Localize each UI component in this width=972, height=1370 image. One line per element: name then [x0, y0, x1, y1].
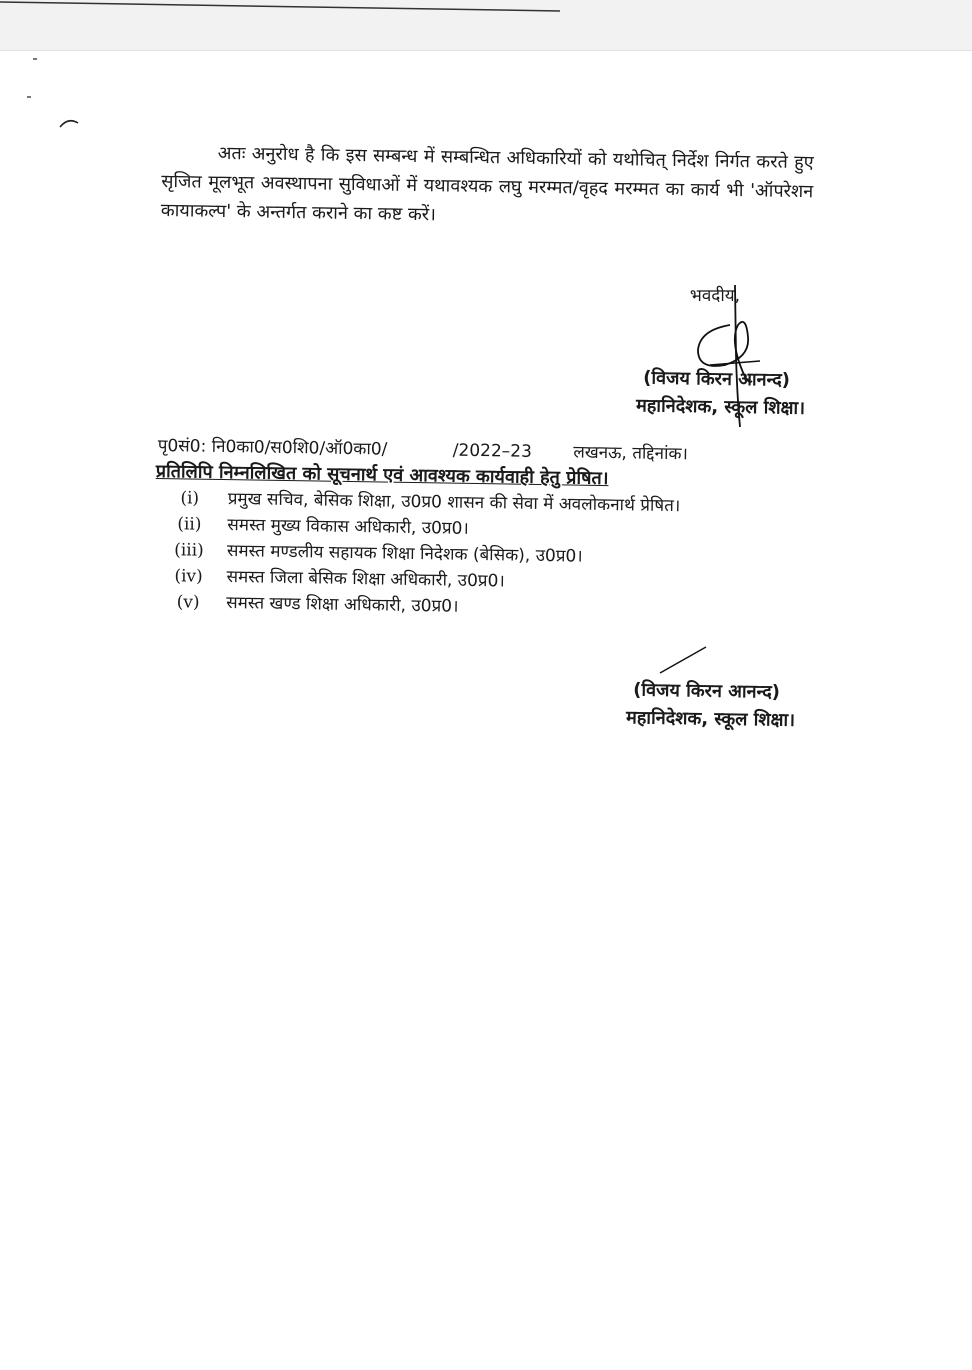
list-item-number: (iii) — [174, 540, 204, 561]
scan-edge-line — [0, 0, 560, 12]
list-item-text: समस्त मुख्य विकास अधिकारी, उ0प्र0। — [227, 515, 469, 539]
signatory-name: (विजय किरन आनन्द) — [643, 367, 791, 391]
list-item-text: प्रमुख सचिव, बेसिक शिक्षा, उ0प्र0 शासन की सेवा में अवलोकनार्थ प्रेषित। — [227, 489, 681, 517]
list-item-number: (i) — [180, 488, 200, 509]
scan-speck — [27, 96, 31, 98]
scan-speck — [33, 58, 37, 60]
list-item-text: समस्त खण्ड शिक्षा अधिकारी, उ0प्र0। — [225, 593, 459, 617]
request-paragraph: अतः अनुरोध है कि इस सम्बन्ध में सम्बन्धित अधिकारियों को यथोचित् निर्देश निर्गत करते हुए सृजित मूलभूत अवस्थापना सुविधाओं में यथावश्यक लघु मरम्मत/वृहद मरम्मत का कार्य भी 'ऑपरेशन कायाकल्प' के अन्तर्गत कराने का कष्ट करें। — [160, 142, 814, 226]
closing-salutation: भवदीय, — [689, 286, 740, 306]
scan-corner-mark — [58, 115, 80, 129]
place-date: लखनऊ, तद्दिनांक। — [573, 442, 689, 465]
copy-to-heading: प्रतिलिपि निम्नलिखित को सूचनार्थ एवं आवश्यक कार्यवाही हेतु प्रेषित। — [155, 460, 609, 490]
initial-mark — [658, 645, 708, 675]
list-item-number: (v) — [176, 592, 200, 613]
list-item-number: (iv) — [174, 566, 203, 587]
footer-signatory-designation: महानिदेशक, स्कूल शिक्षा। — [625, 707, 796, 731]
copy-to-list — [158, 485, 800, 625]
reference-number: पृ0सं0: नि0का0/स0शि0/ऑ0का0/ — [157, 435, 388, 460]
signatory-designation: महानिदेशक, स्कूल शिक्षा। — [635, 395, 806, 419]
list-item-text: समस्त जिला बेसिक शिक्षा अधिकारी, उ0प्र0। — [226, 567, 505, 592]
footer-signatory-name: (विजय किरन आनन्द) — [633, 679, 781, 703]
list-item-text: समस्त मण्डलीय सहायक शिक्षा निदेशक (बेसिक), उ0प्र0। — [226, 541, 583, 567]
reference-year: /2022–23 — [452, 440, 533, 462]
list-item-number: (ii) — [177, 514, 202, 535]
